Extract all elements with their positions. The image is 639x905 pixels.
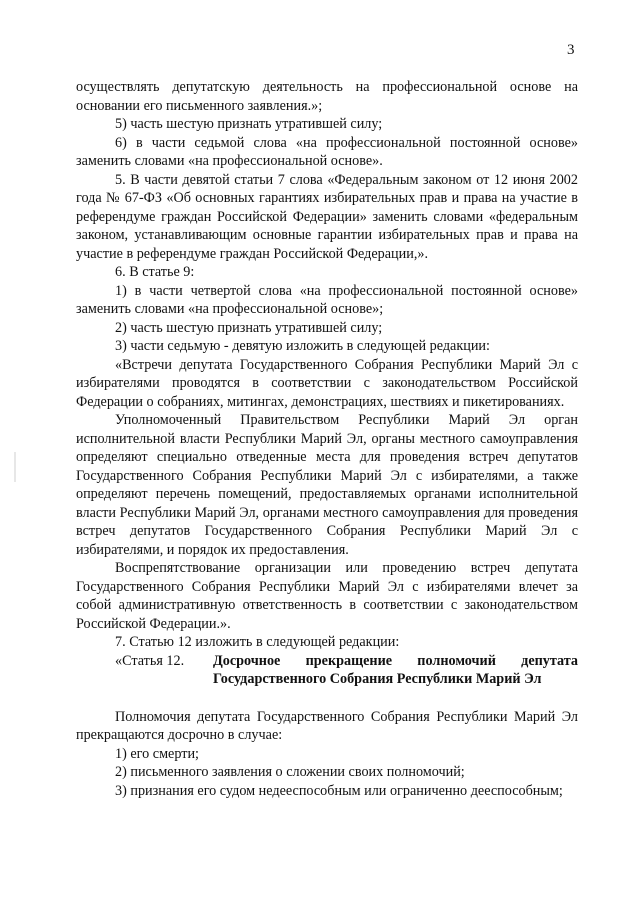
- article-label: «Статья 12.: [115, 652, 185, 669]
- article-title: Досрочное прекращение полномочий депутата Государственного Собрания Республики Марий Эл: [213, 652, 578, 687]
- paragraph-subitem-1: 1) в части четвертой слова «на профессиональной постоянной основе» заменить словами «на профессиональной основе»;: [76, 282, 578, 317]
- list-item-resignation: 2) письменного заявления о сложении своих полномочий;: [115, 764, 465, 780]
- scan-artifact: [14, 452, 16, 482]
- paragraph-subitem-2: 2) часть шестую признать утратившей силу;: [115, 319, 383, 336]
- paragraph-quote-meetings: «Встречи депутата Государственного Собрания Республики Марий Эл с избирателями проводятся в соответствии с законодательством Российской Федерации о собраниях, митингах, демонстрациях, шествиях и пикетированиях.: [76, 356, 578, 410]
- paragraph-subitem-3: 3) части седьмую - девятую изложить в следующей редакции:: [115, 338, 490, 354]
- document-body: [76, 78, 578, 800]
- paragraph-item-5: 5) часть шестую признать утратившей силу;: [115, 116, 383, 132]
- blank-line: [76, 689, 578, 708]
- paragraph-item-6: 6) в части седьмой слова «на профессиональной постоянной основе» заменить словами «на профессиональной основе».: [76, 134, 578, 169]
- paragraph-point-7: 7. Статью 12 изложить в следующей редакции:: [115, 634, 400, 650]
- article-heading: [76, 652, 578, 689]
- list-item-incapacity: 3) признания его судом недееспособным или ограниченно дееспособным;: [115, 782, 563, 799]
- paragraph-continuation: осуществлять депутатскую деятельность на профессиональной основе на основании его письменного заявления.»;: [76, 79, 578, 114]
- page-number: 3: [567, 42, 575, 58]
- paragraph-obstruction: Воспрепятствование организации или проведению встреч депутата Государственного Собрания Республики Марий Эл с избирателями влечет за собой административную ответственность в соответствии с законодательством Российской Федерации.».: [76, 560, 578, 632]
- paragraph-authorized-body: Уполномоченный Правительством Республики Марий Эл орган исполнительной власти Республики Марий Эл, органы местного самоуправления определяют специально отведенные места для проведения встреч депутатов Государственного Собрания Республики Марий Эл с избирателями, а также определяют перечень помещений, предоставляемых органами исполнительной власти Республики Марий Эл, органами местного самоуправления для проведения встреч депутатов Государственного Собрания Республики Марий Эл с избирателями, и порядок их предоставления.: [76, 412, 578, 558]
- list-item-death: 1) его смерти;: [115, 745, 199, 762]
- paragraph-termination-intro: Полномочия депутата Государственного Собрания Республики Марий Эл прекращаются досрочно в случае:: [76, 708, 578, 743]
- paragraph-point-6: 6. В статье 9:: [115, 264, 195, 280]
- paragraph-point-5: 5. В части девятой статьи 7 слова «Федеральным законом от 12 июня 2002 года № 67-ФЗ «Об основных гарантиях избирательных прав и права на участие в референдуме граждан Российской Федерации» заменить словами «федеральным законом, устанавливающим основные гарантии избирательных прав и права на участие в референдуме граждан Российской Федерации,».: [76, 171, 578, 262]
